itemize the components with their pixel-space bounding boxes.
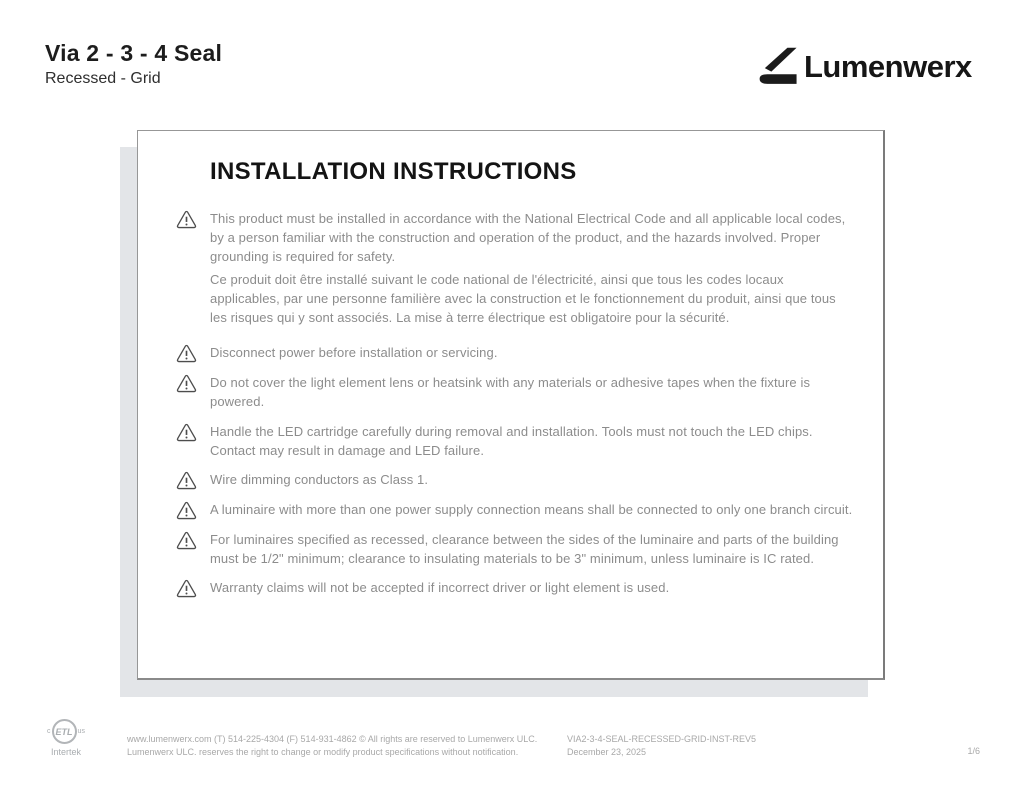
etl-us-label: us (77, 728, 85, 735)
footer-contact-block (127, 733, 537, 759)
warning-triangle-icon (176, 373, 210, 411)
warning-triangle-icon (176, 209, 210, 266)
page-subtitle: Recessed - Grid (45, 70, 161, 87)
instruction-item (176, 343, 883, 363)
instruction-text: For luminaires specified as recessed, clearance between the sides of the luminaire and parts of the building must be 1/2" minimum; clearance to insulating materials to be 3" minimum, unless luminaire is IC rated. (210, 532, 839, 566)
instruction-item (176, 422, 883, 460)
instruction-list (176, 209, 883, 598)
warning-triangle-icon (176, 578, 210, 598)
warning-triangle-icon (176, 343, 210, 363)
instruction-text: A luminaire with more than one power supply connection means shall be connected to only one branch circuit. (210, 502, 853, 517)
document-date: December 23, 2025 (567, 747, 647, 757)
warning-triangle-icon (176, 470, 210, 490)
etl-circle-icon: ETL (52, 719, 77, 744)
warning-triangle-icon (176, 500, 210, 520)
instruction-text: Warranty claims will not be accepted if incorrect driver or light element is used. (210, 580, 670, 595)
footer-document-block (567, 733, 756, 759)
document-header (45, 40, 222, 88)
instruction-text: Ce produit doit être installé suivant le code national de l'électricité, ainsi que tous les codes locaux applicables, par une personne familière avec la construction et le fonctionnement du produit, ainsi que tous les risques qui y sont associés. La mise à terre électrique est obligatoire pour la sécurité. (210, 272, 836, 325)
instruction-text: Handle the LED cartridge carefully during removal and installation. Tools must not touch the LED chips. Contact may result in damage and LED failure. (210, 424, 813, 458)
footer-rights-line: Lumenwerx ULC. reserves the right to change or modify product specifications without notification. (127, 747, 519, 757)
instruction-item (176, 470, 883, 490)
etl-mark (46, 719, 86, 744)
brand-name: Lumenwerx (804, 48, 972, 84)
footer-contact-line: www.lumenwerx.com (T) 514-225-4304 (F) 514-931-4862 © All rights are reserved to Lumenwerx ULC. (127, 734, 538, 744)
etl-c-label: c (47, 728, 51, 735)
instruction-item (176, 530, 883, 568)
instruction-text: Wire dimming conductors as Class 1. (210, 472, 429, 487)
instruction-text: This product must be installed in accordance with the National Electrical Code and all applicable local codes, by a person familiar with the construction and operation of the product, and the hazards involved. Proper grounding is required for safety. (210, 211, 846, 264)
intertek-label: Intertek (50, 747, 81, 757)
instruction-text: Disconnect power before installation or servicing. (210, 345, 498, 360)
document-code: VIA2-3-4-SEAL-RECESSED-GRID-INST-REV5 (567, 734, 757, 744)
brand-logo (757, 47, 972, 85)
instruction-item (176, 209, 883, 266)
page-number: 1/6 (967, 746, 980, 756)
instruction-item (176, 500, 883, 520)
etl-certification-logo (46, 719, 86, 757)
instruction-text: Do not cover the light element lens or heatsink with any materials or adhesive tapes when the fixture is powered. (210, 375, 811, 409)
page-title: Via 2 - 3 - 4 Seal (45, 40, 223, 66)
instruction-item (176, 270, 883, 327)
lumenwerx-angle-icon (757, 47, 797, 85)
warning-triangle-icon (176, 530, 210, 568)
card-heading: INSTALLATION INSTRUCTIONS (210, 158, 577, 185)
warning-triangle-icon (176, 422, 210, 460)
instruction-item (176, 578, 883, 598)
instruction-item (176, 373, 883, 411)
instruction-card (137, 130, 885, 680)
